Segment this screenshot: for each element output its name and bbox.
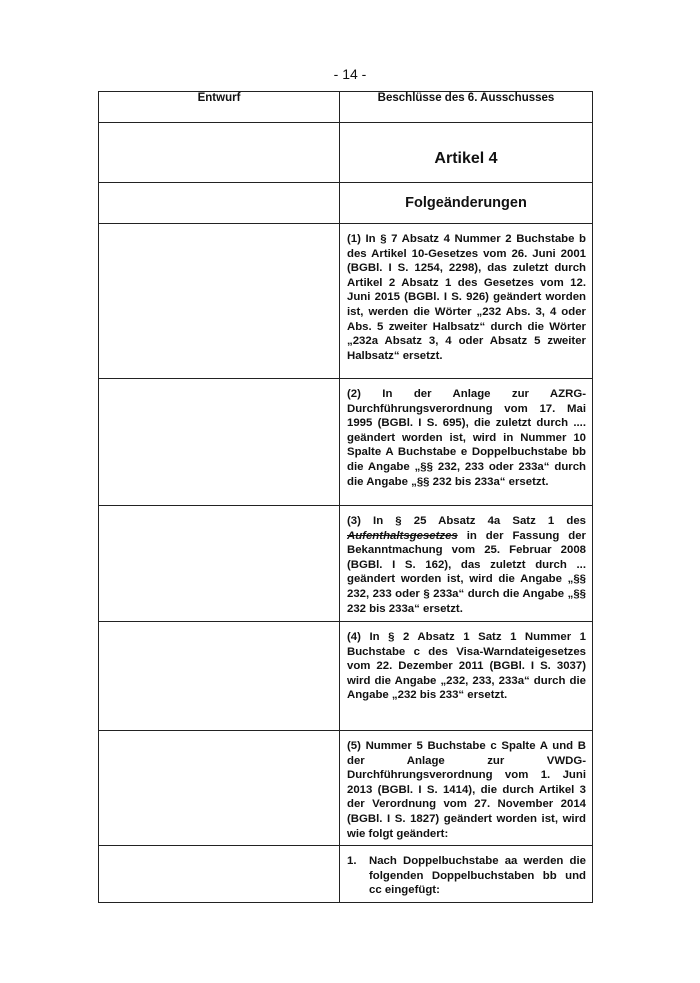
left-cell	[99, 224, 340, 379]
right-cell	[340, 846, 593, 903]
table-row	[99, 846, 593, 903]
comparison-table	[98, 91, 593, 903]
left-cell	[99, 846, 340, 903]
paragraph-2: (2) In der Anlage zur AZRG-Durchführungsverordnung vom 17. Mai 1995 (BGBl. I S. 695), die zuletzt durch .... geändert worden ist, wird in Nummer 10 Spalte A Buchstabe e Doppelbuchstabe bb die Angabe „§§ 232, 233 oder 233a“ durch die Angabe „§§ 232 bis 233a“ ersetzt.	[347, 388, 586, 488]
article-heading: Artikel 4	[434, 150, 498, 167]
right-cell	[340, 731, 593, 846]
table-row	[99, 224, 593, 379]
table-row	[99, 379, 593, 506]
list-item-number: 1.	[347, 855, 357, 868]
column-header-beschluesse: Beschlüsse des 6. Ausschusses	[340, 92, 593, 123]
table-header-row	[99, 92, 593, 123]
paragraph-1: (1) In § 7 Absatz 4 Nummer 2 Buchstabe b des Artikel 10-Gesetzes vom 26. Juni 2001 (BGBl. I S. 1254, 2298), das zuletzt durch Artikel 2 Absatz 1 des Gesetzes vom 12. Juni 2015 (BGBl. I S. 926) geändert worden ist, werden die Wörter „232 Abs. 3, 4 oder Abs. 5 zweiter Halbsatz“ durch die Wörter „232a Absatz 3, 4 oder Absatz 5 zweiter Halbsatz“ ersetzt.	[347, 233, 586, 362]
left-cell	[99, 379, 340, 506]
left-cell	[99, 506, 340, 622]
right-cell	[340, 224, 593, 379]
paragraph-3	[340, 506, 592, 620]
table-row	[99, 123, 593, 183]
article-title: Folgeänderungen	[405, 195, 527, 211]
paragraph-3-rest: in der Fassung der Bekanntmachung vom 25. Februar 2008 (BGBl. I S. 162), das zuletzt durch ... geändert worden ist, wird die Angabe „§§ 232, 233 oder § 233a“ durch die Angabe „§§ 232 bis 233a“ ersetzt.	[347, 529, 586, 615]
column-header-entwurf: Entwurf	[99, 92, 340, 123]
table-row	[99, 622, 593, 731]
list-item	[340, 846, 592, 902]
left-cell	[99, 183, 340, 224]
left-cell	[99, 622, 340, 731]
right-cell	[340, 622, 593, 731]
paragraph-4: (4) In § 2 Absatz 1 Satz 1 Nummer 1 Buchstabe c des Visa-Warndateigesetzes vom 22. Dezember 2011 (BGBl. I S. 3037) wird die Angabe „232, 233, 233a“ durch die Angabe „232 bis 233“ ersetzt.	[347, 631, 586, 702]
table-row	[99, 506, 593, 622]
table-row	[99, 731, 593, 846]
right-cell	[340, 506, 593, 622]
left-cell	[99, 731, 340, 846]
paragraph-5: (5) Nummer 5 Buchstabe c Spalte A und B der Anlage zur VWDG-Durchführungsverordnung vom 1. Juni 2013 (BGBl. I S. 1414), die durch Artikel 3 der Verordnung vom 27. November 2014 (BGBl. I S. 1827) geändert worden ist, wird wie folgt geändert:	[347, 740, 586, 840]
list-item-text: Nach Doppelbuchstabe aa werden die folgenden Doppelbuchstaben bb und cc eingefügt:	[369, 855, 586, 897]
right-cell	[340, 379, 593, 506]
left-cell	[99, 123, 340, 183]
struck-text: Aufenthaltsgesetzes	[347, 529, 458, 542]
page-number: - 14 -	[333, 66, 367, 82]
right-cell	[340, 123, 593, 183]
paragraph-3-start: (3) In § 25 Absatz 4a Satz 1 des	[347, 515, 586, 527]
right-cell	[340, 183, 593, 224]
table-row	[99, 183, 593, 224]
